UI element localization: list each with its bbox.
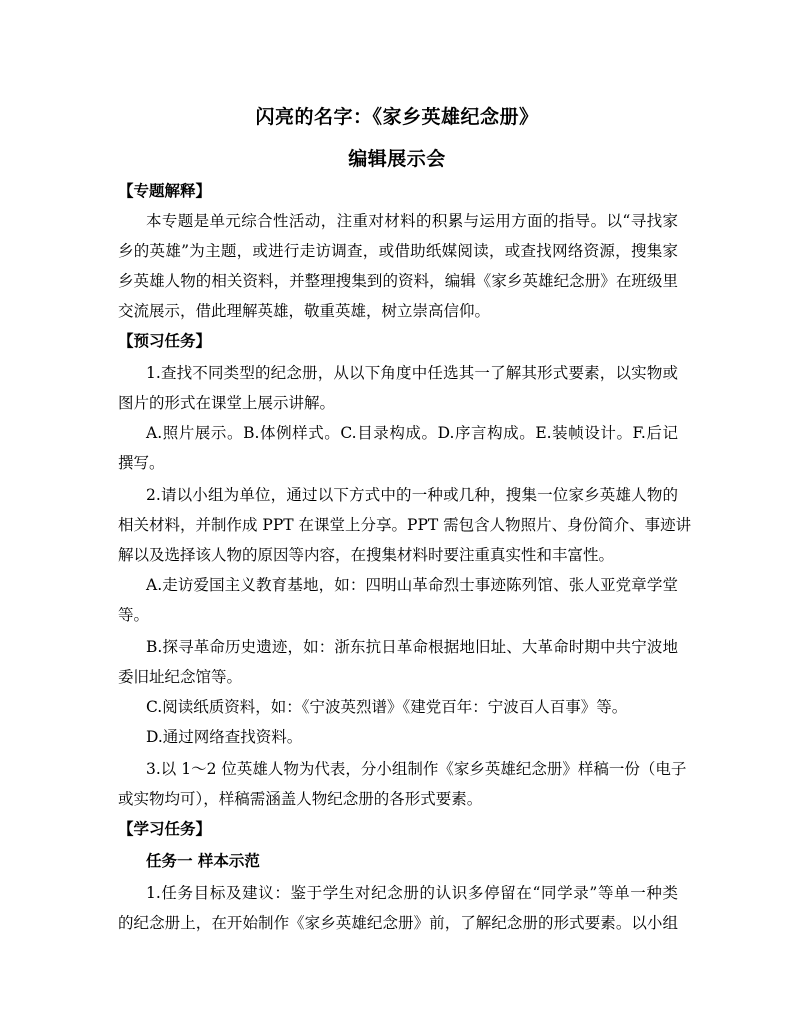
paragraph-line: 相关材料，并制作成 PPT 在课堂上分享。PPT 需包含人物照片、身份简介、事迹讲 [118,516,692,534]
task1-heading: 任务一 样本示范 [146,851,260,870]
paragraph-line: A.走访爱国主义教育基地，如：四明山革命烈士事迹陈列馆、张人亚党章学堂 [146,576,678,594]
paragraph-line: 1.查找不同类型的纪念册，从以下角度中任选其一了解其形式要素，以实物或 [146,364,678,382]
paragraph-line: 本专题是单元综合性活动，注重对材料的积累与运用方面的指导。以“寻找家 [146,212,678,230]
paragraph-line: 3.以 1～2 位英雄人物为代表，分小组制作《家乡英雄纪念册》样稿一份（电子 [146,760,687,778]
paragraph-line: 等。 [118,606,150,624]
paragraph-line: 2.请以小组为单位，通过以下方式中的一种或几种，搜集一位家乡英雄人物的 [146,486,678,504]
paragraph-line: A.照片展示。B.体例样式。C.目录构成。D.序言构成。E.装帧设计。F.后记 [146,424,678,442]
preview-heading: 【预习任务】 [118,331,212,350]
document-title: 闪亮的名字：《家乡英雄纪念册》 [255,106,539,128]
paragraph-line: 1.任务目标及建议：鉴于学生对纪念册的认识多停留在“同学录”等单一种类 [146,884,678,902]
paragraph-line: 乡英雄人物的相关资料，并整理搜集到的资料，编辑《家乡英雄纪念册》在班级里 [118,272,678,290]
paragraph-line: C.阅读纸质资料，如：《宁波英烈谱》《建党百年：宁波百人百事》等。 [146,698,628,716]
study-heading: 【学习任务】 [118,819,212,838]
paragraph-line: 撰写。 [118,454,165,472]
paragraph-line: 解以及选择该人物的原因等内容，在搜集材料时要注重真实性和丰富性。 [118,546,615,564]
paragraph-line: 的纪念册上，在开始制作《家乡英雄纪念册》前，了解纪念册的形式要素。以小组 [118,914,678,932]
paragraph-line: B.探寻革命历史遗迹，如：浙东抗日革命根据地旧址、大革命时期中共宁波地 [146,638,678,656]
paragraph-line: 或实物均可），样稿需涵盖人物纪念册的各形式要素。 [118,790,483,808]
paragraph-line: 委旧址纪念馆等。 [118,668,243,686]
intro-heading: 【专题解释】 [118,181,212,200]
paragraph-line: 乡的英雄”为主题，或进行走访调查，或借助纸媒阅读，或查找网络资源，搜集家 [118,242,678,260]
paragraph-line: 图片的形式在课堂上展示讲解。 [118,394,336,412]
paragraph-line: D.通过网络查找资料。 [146,728,303,746]
document-subtitle: 编辑展示会 [348,148,446,170]
paragraph-line: 交流展示，借此理解英雄，敬重英雄，树立崇高信仰。 [118,302,491,320]
